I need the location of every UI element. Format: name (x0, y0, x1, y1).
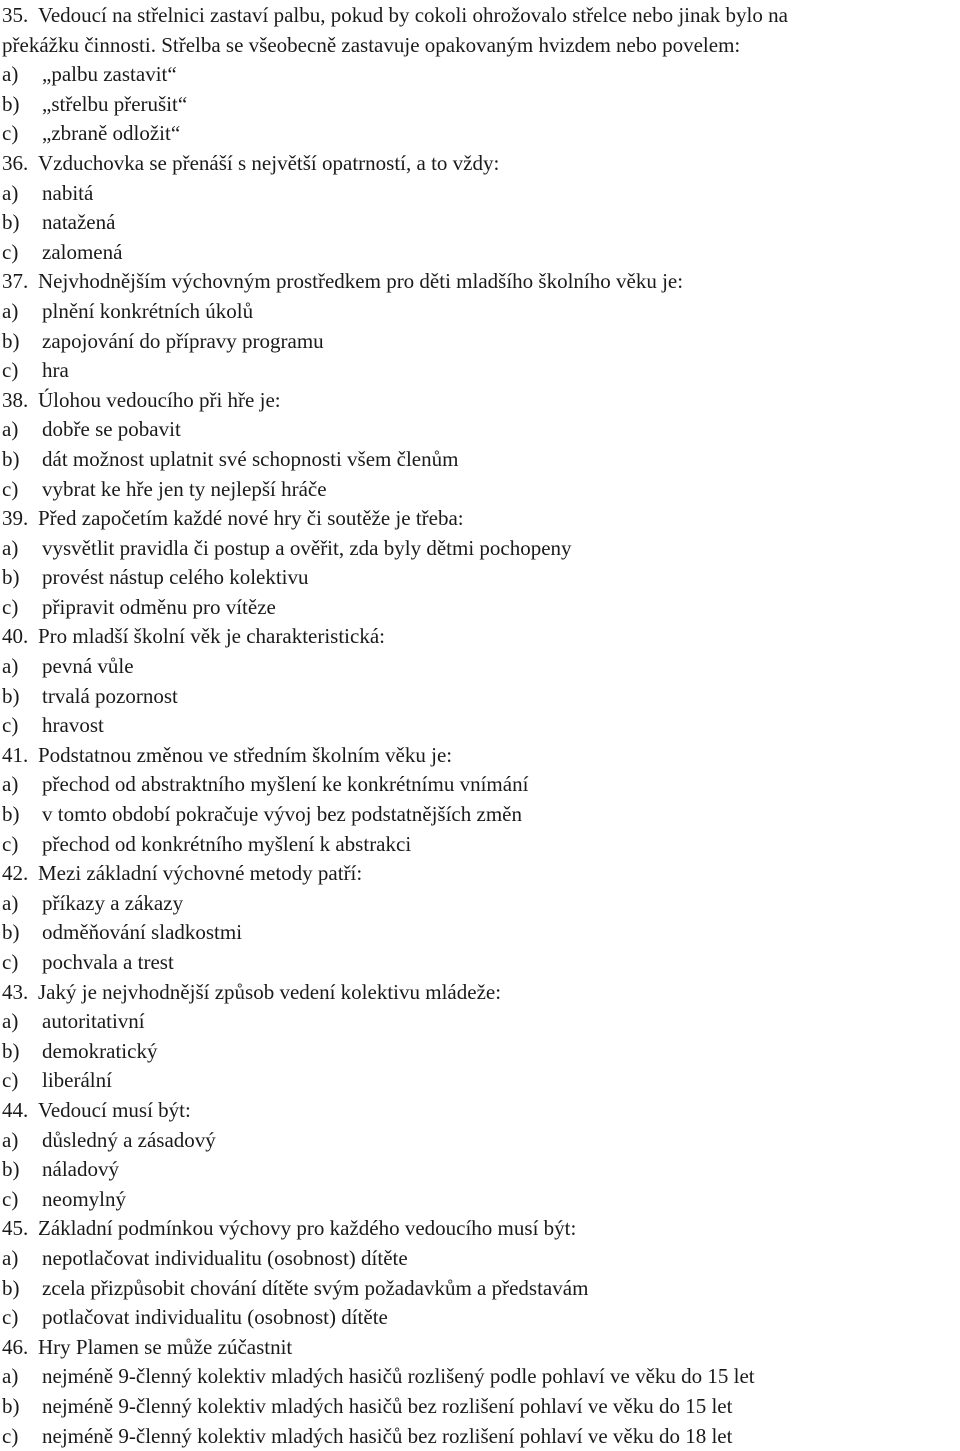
question-text: Pro mladší školní věk je charakteristická: (38, 622, 960, 652)
answer-option (2, 1126, 960, 1156)
question-line (2, 741, 960, 771)
answer-option (2, 534, 960, 564)
option-letter: a) (2, 770, 42, 800)
question-number: 39. (2, 504, 38, 534)
question-text: Vedoucí musí být: (38, 1096, 960, 1126)
question-text: Vedoucí na střelnici zastaví palbu, pokud by cokoli ohrožovalo střelce nebo jinak bylo na (38, 1, 960, 31)
answer-option (2, 830, 960, 860)
answer-option (2, 800, 960, 830)
option-text: přechod od konkrétního myšlení k abstrakci (42, 830, 960, 860)
option-text: dobře se pobavit (42, 415, 960, 445)
option-text: neomylný (42, 1185, 960, 1215)
option-letter: b) (2, 1274, 42, 1304)
option-letter: a) (2, 1007, 42, 1037)
answer-option (2, 1185, 960, 1215)
option-letter: c) (2, 475, 42, 505)
question-text: Vzduchovka se přenáší s největší opatrností, a to vždy: (38, 149, 960, 179)
answer-option (2, 1362, 960, 1392)
question-number: 42. (2, 859, 38, 889)
answer-option (2, 770, 960, 800)
option-letter: a) (2, 60, 42, 90)
question-line (2, 978, 960, 1008)
question-block (2, 504, 960, 622)
option-letter: c) (2, 238, 42, 268)
answer-option (2, 711, 960, 741)
answer-option (2, 1244, 960, 1274)
question-text: Nejvhodnějším výchovným prostředkem pro děti mladšího školního věku je: (38, 267, 960, 297)
question-number: 43. (2, 978, 38, 1008)
option-text: nejméně 9-členný kolektiv mladých hasičů bez rozlišení pohlaví ve věku do 18 let (42, 1422, 960, 1451)
option-text: nejméně 9-členný kolektiv mladých hasičů bez rozlišení pohlaví ve věku do 15 let (42, 1392, 960, 1422)
answer-option (2, 60, 960, 90)
option-text: nepotlačovat individualitu (osobnost) dítěte (42, 1244, 960, 1274)
option-letter: b) (2, 445, 42, 475)
question-text: Hry Plamen se může zúčastnit (38, 1333, 960, 1363)
answer-option (2, 918, 960, 948)
option-letter: c) (2, 1066, 42, 1096)
option-letter: a) (2, 415, 42, 445)
question-number: 38. (2, 386, 38, 416)
option-text: zcela přizpůsobit chování dítěte svým požadavkům a představám (42, 1274, 960, 1304)
option-letter: c) (2, 1185, 42, 1215)
option-letter: b) (2, 1037, 42, 1067)
question-number: 40. (2, 622, 38, 652)
question-text: Základní podmínkou výchovy pro každého vedoucího musí být: (38, 1214, 960, 1244)
question-block (2, 1, 960, 149)
option-text: provést nástup celého kolektivu (42, 563, 960, 593)
option-letter: b) (2, 208, 42, 238)
option-text: vybrat ke hře jen ty nejlepší hráče (42, 475, 960, 505)
answer-option (2, 475, 960, 505)
answer-option (2, 445, 960, 475)
question-number: 45. (2, 1214, 38, 1244)
option-letter: b) (2, 1155, 42, 1185)
option-text: přechod od abstraktního myšlení ke konkrétnímu vnímání (42, 770, 960, 800)
question-number: 41. (2, 741, 38, 771)
question-text: Jaký je nejvhodnější způsob vedení kolektivu mládeže: (38, 978, 960, 1008)
answer-option (2, 356, 960, 386)
question-block (2, 149, 960, 267)
option-letter: a) (2, 1244, 42, 1274)
answer-option (2, 1392, 960, 1422)
option-text: autoritativní (42, 1007, 960, 1037)
option-letter: a) (2, 889, 42, 919)
answer-option (2, 1037, 960, 1067)
answer-option (2, 1303, 960, 1333)
answer-option (2, 1155, 960, 1185)
question-number: 46. (2, 1333, 38, 1363)
option-letter: a) (2, 179, 42, 209)
question-number: 35. (2, 1, 38, 31)
answer-option (2, 593, 960, 623)
answer-option (2, 563, 960, 593)
question-line (2, 149, 960, 179)
option-text: demokratický (42, 1037, 960, 1067)
answer-option (2, 208, 960, 238)
option-letter: a) (2, 297, 42, 327)
question-block (2, 1214, 960, 1332)
option-text: důsledný a zásadový (42, 1126, 960, 1156)
option-letter: a) (2, 652, 42, 682)
answer-option (2, 1007, 960, 1037)
answer-option (2, 682, 960, 712)
option-letter: b) (2, 1392, 42, 1422)
option-text: pevná vůle (42, 652, 960, 682)
option-letter: c) (2, 1422, 42, 1451)
option-text: hra (42, 356, 960, 386)
question-number: 37. (2, 267, 38, 297)
option-text: vysvětlit pravidla či postup a ověřit, zda byly dětmi pochopeny (42, 534, 960, 564)
option-text: nabitá (42, 179, 960, 209)
option-letter: b) (2, 327, 42, 357)
question-number: 44. (2, 1096, 38, 1126)
option-text: náladový (42, 1155, 960, 1185)
question-block (2, 741, 960, 859)
question-text: Mezi základní výchovné metody patří: (38, 859, 960, 889)
question-text-continuation: překážku činnosti. Střelba se všeobecně zastavuje opakovaným hvizdem nebo povelem: (2, 31, 960, 61)
answer-option (2, 119, 960, 149)
answer-option (2, 238, 960, 268)
question-line (2, 1214, 960, 1244)
option-text: v tomto období pokračuje vývoj bez podstatnějších změn (42, 800, 960, 830)
option-letter: b) (2, 918, 42, 948)
answer-option (2, 297, 960, 327)
option-text: „zbraně odložit“ (42, 119, 960, 149)
question-block (2, 1333, 960, 1451)
option-text: „palbu zastavit“ (42, 60, 960, 90)
question-block (2, 267, 960, 385)
question-line (2, 1, 960, 31)
option-letter: b) (2, 682, 42, 712)
answer-option (2, 327, 960, 357)
option-text: hravost (42, 711, 960, 741)
option-text: zapojování do přípravy programu (42, 327, 960, 357)
option-letter: c) (2, 830, 42, 860)
question-line (2, 386, 960, 416)
answer-option (2, 179, 960, 209)
question-block (2, 978, 960, 1096)
question-line (2, 1096, 960, 1126)
option-letter: b) (2, 800, 42, 830)
option-text: liberální (42, 1066, 960, 1096)
option-text: odměňování sladkostmi (42, 918, 960, 948)
option-letter: a) (2, 1362, 42, 1392)
question-block (2, 1096, 960, 1214)
answer-option (2, 948, 960, 978)
option-text: nejméně 9-členný kolektiv mladých hasičů rozlišený podle pohlaví ve věku do 15 let (42, 1362, 960, 1392)
option-letter: a) (2, 534, 42, 564)
question-text: Úlohou vedoucího při hře je: (38, 386, 960, 416)
question-line (2, 859, 960, 889)
question-block (2, 622, 960, 740)
option-text: potlačovat individualitu (osobnost) dítěte (42, 1303, 960, 1333)
option-letter: c) (2, 711, 42, 741)
option-letter: c) (2, 948, 42, 978)
option-text: pochvala a trest (42, 948, 960, 978)
option-letter: a) (2, 1126, 42, 1156)
question-text: Podstatnou změnou ve středním školním věku je: (38, 741, 960, 771)
answer-option (2, 90, 960, 120)
question-text: Před započetím každé nové hry či soutěže je třeba: (38, 504, 960, 534)
option-text: „střelbu přerušit“ (42, 90, 960, 120)
answer-option (2, 1422, 960, 1451)
answer-option (2, 1274, 960, 1304)
option-letter: c) (2, 593, 42, 623)
answer-option (2, 889, 960, 919)
option-letter: b) (2, 90, 42, 120)
option-text: dát možnost uplatnit své schopnosti všem členům (42, 445, 960, 475)
option-letter: c) (2, 1303, 42, 1333)
question-block (2, 859, 960, 977)
answer-option (2, 1066, 960, 1096)
question-line (2, 1333, 960, 1363)
option-letter: c) (2, 356, 42, 386)
option-text: zalomená (42, 238, 960, 268)
question-line (2, 622, 960, 652)
option-text: plnění konkrétních úkolů (42, 297, 960, 327)
question-block (2, 386, 960, 504)
question-number: 36. (2, 149, 38, 179)
answer-option (2, 652, 960, 682)
question-line (2, 267, 960, 297)
answer-option (2, 415, 960, 445)
option-letter: c) (2, 119, 42, 149)
option-text: natažená (42, 208, 960, 238)
option-text: příkazy a zákazy (42, 889, 960, 919)
option-letter: b) (2, 563, 42, 593)
option-text: připravit odměnu pro vítěze (42, 593, 960, 623)
question-line (2, 504, 960, 534)
option-text: trvalá pozornost (42, 682, 960, 712)
